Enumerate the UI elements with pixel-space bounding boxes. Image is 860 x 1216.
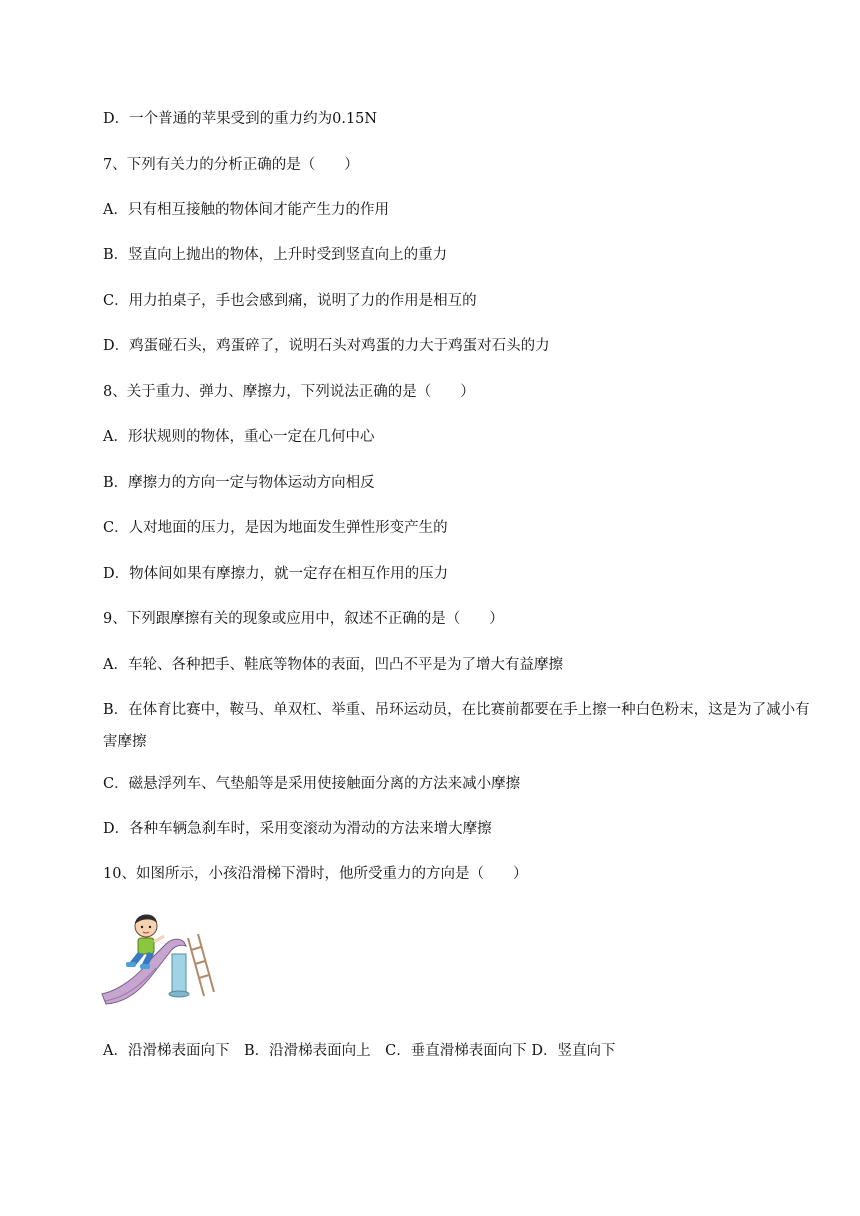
q7-option-d: D．鸡蛋碰石头，鸡蛋碎了，说明石头对鸡蛋的力大于鸡蛋对石头的力 (103, 338, 550, 354)
q9-option-c: C．磁悬浮列车、气垫船等是采用使接触面分离的方法来减小摩擦 (103, 776, 521, 792)
question-7: 7、下列有关力的分析正确的是（ ） (103, 157, 359, 173)
q7-option-c: C．用力拍桌子，手也会感到痛，说明了力的作用是相互的 (103, 293, 477, 309)
line-q6-option-d: D．一个普通的苹果受到的重力约为0.15N (103, 111, 378, 127)
q7-option-a: A．只有相互接触的物体间才能产生力的作用 (103, 202, 389, 218)
q7-option-b: B．竖直向上抛出的物体，上升时受到竖直向上的重力 (103, 247, 448, 263)
q9-option-d: D．各种车辆急刹车时，采用变滚动为滑动的方法来增大摩擦 (103, 821, 492, 837)
q9-option-b: B．在体育比赛中，鞍马、单双杠、举重、吊环运动员，在比赛前都要在手上擦一种白色粉末，这是为了减小有害摩擦 (103, 702, 810, 750)
question-8: 8、关于重力、弹力、摩擦力，下列说法正确的是（ ） (103, 384, 475, 400)
q8-option-a: A．形状规则的物体，重心一定在几何中心 (103, 429, 375, 445)
q8-option-d: D．物体间如果有摩擦力，就一定存在相互作用的压力 (103, 566, 449, 582)
q10-options: A．沿滑梯表面向下 B．沿滑梯表面向上 C．垂直滑梯表面向下 D．竖直向下 (103, 1043, 616, 1059)
q8-option-b: B．摩擦力的方向一定与物体运动方向相反 (103, 475, 375, 491)
slide-child-illustration (100, 908, 220, 1008)
q8-option-c: C．人对地面的压力，是因为地面发生弹性形变产生的 (103, 520, 448, 536)
question-10: 10、如图所示，小孩沿滑梯下滑时，他所受重力的方向是（ ） (103, 866, 528, 882)
q9-option-a: A．车轮、各种把手、鞋底等物体的表面，凹凸不平是为了增大有益摩擦 (103, 657, 563, 673)
question-9: 9、下列跟摩擦有关的现象或应用中，叙述不正确的是（ ） (103, 611, 504, 627)
